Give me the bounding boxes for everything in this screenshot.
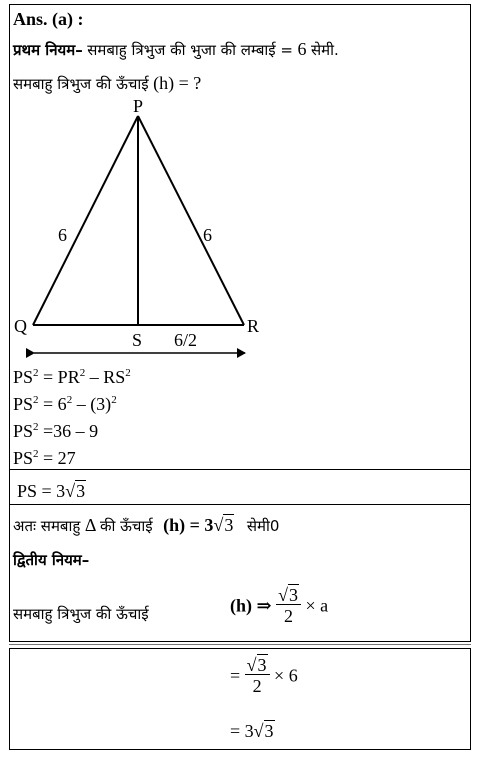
rule2-formula-lhs: (h) ⇒ — [230, 595, 272, 616]
eq4-rhs: = 27 — [43, 448, 76, 468]
box2-line2-lhs: = 3 — [230, 721, 254, 741]
eq2-rhs-a: = 6 — [43, 394, 67, 414]
box2-times-six: × 6 — [274, 665, 298, 686]
eq3-rhs: =36 – 9 — [43, 421, 99, 441]
rule1-question-var: (h) = ? — [153, 73, 202, 93]
conclusion-mid: की ऊँचाई — [99, 517, 153, 535]
equation-4: $PS^2 = 27$ — [13, 448, 76, 468]
rule2-denominator: 2 — [284, 606, 294, 626]
box2-line1-eq: = — [230, 665, 241, 686]
half-base-label: 6/2 — [174, 330, 198, 350]
rule2-numerator-radicand: 3 — [288, 585, 298, 605]
right-side-label: 6 — [203, 225, 212, 245]
answer-label: Ans. (a) : — [13, 9, 84, 29]
box2-line1 — [230, 656, 298, 695]
ps-result: PS = 3√3 — [17, 481, 86, 501]
vertex-p-label: P — [133, 96, 144, 116]
eq3-lhs: PS — [13, 421, 34, 441]
ps-result-lhs: PS = 3 — [17, 481, 66, 501]
rule1-question-text: समबाहु त्रिभुज की ऊँचाई — [13, 75, 149, 93]
rule2-title — [13, 550, 89, 568]
equation-1: $PS^2 = PR^2 - RS^2$ — [13, 367, 131, 387]
rule1-side-unit: सेमी. — [310, 41, 339, 59]
rule2-fraction: $\frac{√3}{2}$ — [276, 586, 301, 625]
foot-s-label: S — [132, 330, 143, 350]
rule2-times-a: × a — [305, 595, 329, 616]
rule2-formula — [230, 586, 328, 625]
eq2-lhs: PS — [13, 394, 34, 414]
left-side-label: 6 — [58, 225, 67, 245]
conclusion-radicand: 3 — [224, 515, 234, 535]
conclusion-prefix: अतः समबाहु — [13, 517, 81, 535]
rule1-side-value: 6 — [297, 39, 307, 59]
box2-denominator: 2 — [252, 676, 262, 696]
rule2-title-text: द्वितीय नियम– — [13, 551, 90, 569]
inner-divider-2 — [9, 504, 470, 505]
eq4-lhs: PS — [13, 448, 34, 468]
eq1-rhs-a: = PR — [43, 367, 80, 387]
vertex-q-label: Q — [14, 316, 27, 336]
side-pq — [33, 116, 138, 325]
eq1-rhs-b: – RS — [85, 367, 126, 387]
conclusion-expr: (h) = 3 — [163, 515, 214, 535]
side-pr — [138, 116, 244, 325]
box2-numerator-radicand: 3 — [257, 655, 267, 675]
rule2-height-label: समबाहु त्रिभुज की ऊँचाई — [13, 605, 149, 623]
box2-line2: = 3√3 — [230, 721, 274, 741]
eq1-lhs: PS — [13, 367, 34, 387]
equation-3: $PS^2 =36 - 9$ — [13, 421, 99, 441]
equation-2: $PS^2 = 6^2 - (3)^2$ — [13, 394, 117, 414]
conclusion-line: अतः समबाहु Δ की ऊँचाई (h) = 3√3 सेमी0 — [13, 515, 280, 535]
box2-fraction: $\frac{√3}{2}$ — [245, 656, 270, 695]
triangle-symbol: Δ — [84, 515, 96, 535]
rule2-height-text — [13, 604, 149, 622]
ps-result-radicand: 3 — [76, 481, 86, 501]
box2-line2-radicand: 3 — [264, 721, 274, 741]
rule1-statement: समबाहु त्रिभुज की भुजा की लम्बाई = — [87, 41, 293, 59]
conclusion-unit: सेमी0 — [246, 517, 280, 535]
vertex-r-label: R — [247, 316, 260, 336]
eq2-rhs-b: – (3) — [72, 394, 112, 414]
rule1-title: प्रथम नियम– — [13, 41, 83, 59]
inner-divider — [9, 469, 470, 470]
